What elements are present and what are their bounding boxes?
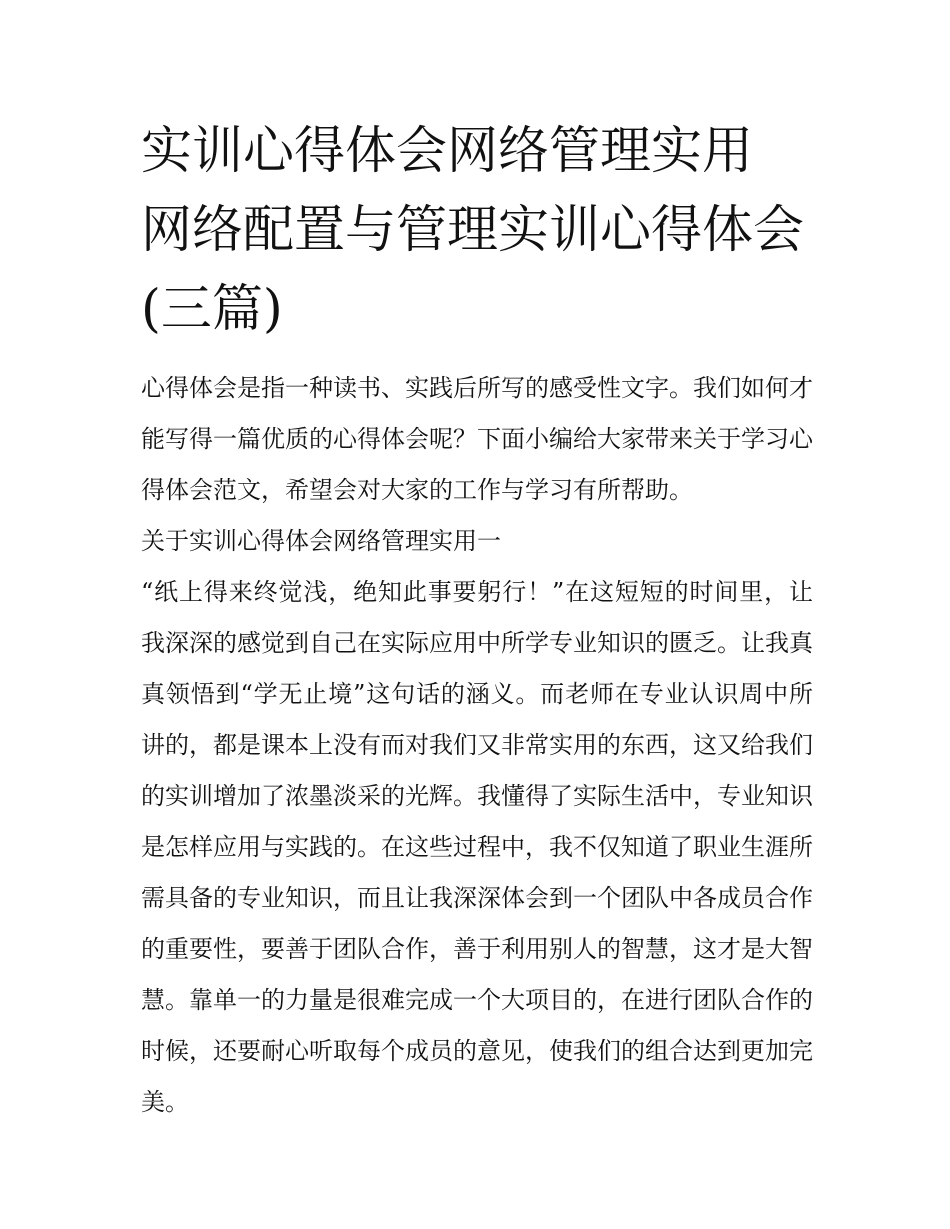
section-heading: 关于实训心得体会网络管理实用一 [141, 527, 501, 555]
document-title: 实训心得体会网络管理实用 网络配置与管理实训心得体会(三篇) [141, 122, 805, 339]
document-page [141, 112, 813, 1128]
intro-paragraph: 心得体会是指一种读书、实践后所写的感受性文字。我们如何才能写得一篇优质的心得体会呢？下面小编给大家带来关于学习心得体会范文，希望会对大家的工作与学习有所帮助。 [141, 374, 813, 504]
body-paragraph: “纸上得来终觉浅，绝知此事要躬行！”在这短短的时间里，让我深深的感觉到自己在实际应用中所学专业知识的匮乏。让我真真领悟到“学无止境”这句话的涵义。而老师在专业认识周中所讲的，都是课本上没有而对我们又非常实用的东西，这又给我们的实训增加了浓墨淡采的光辉。我懂得了实际生活中，专业知识是怎样应用与实践的。在这些过程中，我不仅知道了职业生涯所需具备的专业知识，而且让我深深体会到一个团队中各成员合作的重要性，要善于团队合作，善于利用别人的智慧，这才是大智慧。靠单一的力量是很难完成一个大项目的，在进行团队合作的时候，还要耐心听取每个成员的意见，使我们的组合达到更加完美。 [141, 578, 813, 1116]
